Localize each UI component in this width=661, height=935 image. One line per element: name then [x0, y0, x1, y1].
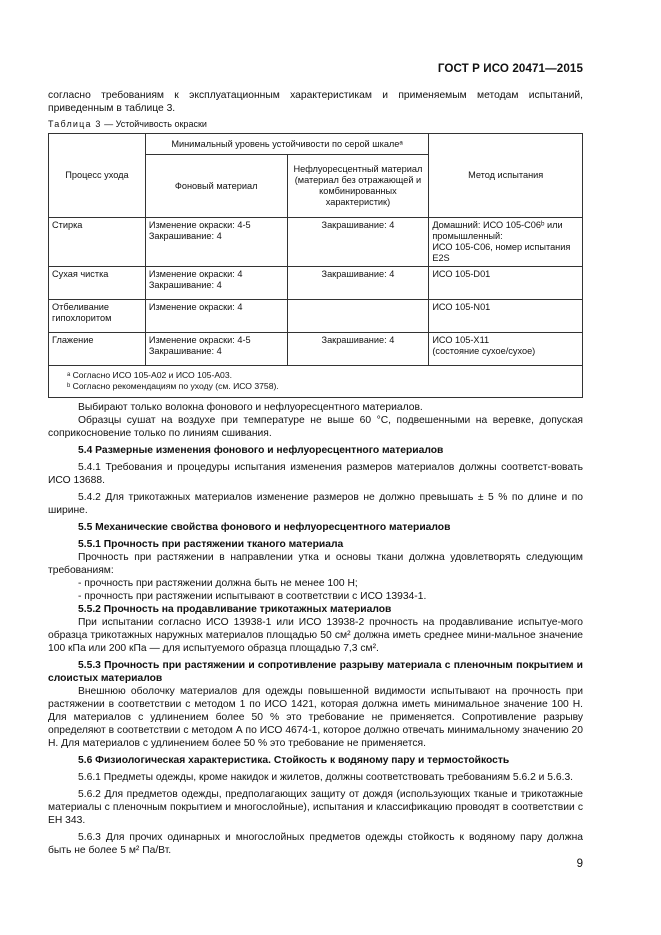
footnote-b: ᵇ Согласно рекомендациям по уходу (см. ИСО 3758).: [67, 381, 279, 391]
cell-line: Изменение окраски: 4: [148, 302, 243, 312]
cell-line: Домашний: ИСО 105-С06ᵇ или промышленный:: [432, 220, 563, 241]
cell-background: [145, 333, 287, 366]
col-header-method: Метод испытания: [429, 134, 583, 218]
paragraph: 5.6.1 Предметы одежды, кроме накидок и жилетов, должны соответствовать требованиям 5.6.2 и 5.6.3.: [78, 772, 574, 783]
cell-method: [429, 218, 583, 267]
page-number: 9: [576, 858, 583, 870]
cell-line: Закрашивание: 4: [148, 346, 222, 356]
paragraph: Выбирают только волокна фонового и нефлуоресцентного материалов.: [78, 402, 423, 413]
table-caption-label: Таблица 3: [48, 119, 102, 129]
cell-line: Изменение окраски: 4: [148, 269, 243, 279]
cell-background: [145, 218, 287, 267]
page-content: [48, 89, 583, 857]
col-header-min-level: Минимальный уровень устойчивости по серой шкалеᵃ: [145, 134, 428, 155]
cell-nonfluorescent: Закрашивание: 4: [287, 333, 429, 366]
standard-header: ГОСТ Р ИСО 20471—2015: [437, 62, 583, 75]
paragraph: Прочность при растяжении в направлении утка и основы ткани должна удовлетворять следующим требованиям:: [48, 552, 583, 576]
subsection-heading-5-5-3: 5.5.3 Прочность при растяжении и сопротивление разрыву материала с пленочным покрытием и слоистых материалов: [48, 660, 583, 684]
section-heading-5-6: 5.6 Физиологическая характеристика. Стойкость к водяному пару и термостойкость: [78, 755, 510, 766]
section-heading-5-4: 5.4 Размерные изменения фонового и нефлуоресцентного материалов: [78, 445, 444, 456]
paragraph: Образцы сушат на воздухе при температуре не выше 60 °С, подвешенными на веревке, допуская соприкосновение только по линиям сшивания.: [48, 415, 583, 439]
paragraph: 5.6.3 Для прочих одинарных и многослойных предметов одежды стойкость к водяному пару должна быть не более 5 м² Па/Вт.: [48, 832, 583, 856]
cell-line: ИСО 105-С06, номер испытания E2S: [432, 242, 571, 263]
cell-line: Закрашивание: 4: [148, 231, 222, 241]
cell-background: [145, 267, 287, 300]
cell-nonfluorescent: [287, 300, 429, 333]
section-heading-5-5: 5.5 Механические свойства фонового и нефлуоресцентного материалов: [78, 522, 451, 533]
paragraph: 5.6.2 Для предметов одежды, предполагающих защиту от дождя (использующих тканые и трикотажные материалы с пленочным покрытием и многослойные), испытания и классификацию проводят в соответствии с ЕН 343.: [48, 789, 583, 826]
table-caption: [48, 118, 583, 131]
cell-method: [429, 300, 583, 333]
footnote-a: ᵃ Согласно ИСО 105-А02 и ИСО 105-А03.: [67, 370, 232, 380]
cell-process: Глажение: [49, 333, 146, 366]
cell-nonfluorescent: Закрашивание: 4: [287, 218, 429, 267]
cell-method: [429, 267, 583, 300]
table-caption-title: — Устойчивость окраски: [101, 119, 207, 129]
paragraph: При испытании согласно ИСО 13938-1 или ИСО 13938-2 прочность на продавливание испытуе-мого образца трикотажных наружных материалов площадью 50 см² должна иметь среднее мини-мальное значение 100 кПа или 200 кПа — для испытуемого образца площадью 7,3 см².: [48, 617, 583, 654]
intro-paragraph: согласно требованиям к эксплуатационным характеристикам и применяемым методам испытаний, приведенным в таблице 3.: [48, 90, 583, 114]
cell-nonfluorescent: Закрашивание: 4: [287, 267, 429, 300]
cell-method: [429, 333, 583, 366]
cell-line: ИСО 105-N01: [432, 302, 491, 312]
cell-process: Отбеливание гипохлоритом: [49, 300, 146, 333]
cell-line: (состояние сухое/сухое): [432, 346, 536, 356]
cell-line: Закрашивание: 4: [148, 280, 222, 290]
col-header-process: Процесс ухода: [49, 134, 146, 218]
cell-process: Сухая чистка: [49, 267, 146, 300]
cell-line: ИСО 105-D01: [432, 269, 491, 279]
cell-process: Стирка: [49, 218, 146, 267]
table-row: [49, 333, 583, 366]
subsection-heading-5-5-1: 5.5.1 Прочность при растяжении тканого материала: [78, 539, 344, 550]
col-header-nonfluorescent: Нефлуоресцентный материал (материал без отражающей и комбинированных характеристик): [287, 155, 429, 218]
subsection-heading-5-5-2: 5.5.2 Прочность на продавливание трикотажных материалов: [78, 604, 392, 615]
cell-line: ИСО 105-Х11: [432, 335, 490, 345]
colorfastness-table: [48, 133, 583, 398]
table-row: [49, 267, 583, 300]
list-item: - прочность при растяжении испытывают в соответствии с ИСО 13934-1.: [78, 591, 427, 602]
paragraph: Внешнюю оболочку материалов для одежды повышенной видимости испытывают на прочность при растяжении в соответствии с методом 1 по ИСО 1421, которая должна иметь минимальное значение 100 Н. Для материалов с удлинением более 50 % это требование не применяется. Сопротивление разрыву определяют в соответствии с методом А по ИСО 4674-1, которое должно отвечать минимальному значению 20 Н. Для материалов с удлинением более 50 % это требование не применяется.: [48, 686, 583, 749]
paragraph: 5.4.2 Для трикотажных материалов изменение размеров не должно превышать ± 5 % по длине и по ширине.: [48, 492, 583, 516]
cell-background: [145, 300, 287, 333]
paragraph: 5.4.1 Требования и процедуры испытания изменения размеров материалов должны соответст-вовать ИСО 13688.: [48, 462, 583, 486]
col-header-background: Фоновый материал: [145, 155, 287, 218]
list-item: - прочность при растяжении должна быть не менее 100 Н;: [78, 578, 358, 589]
table-row: [49, 218, 583, 267]
table-footnotes: [49, 366, 583, 398]
table-row: [49, 300, 583, 333]
cell-line: Изменение окраски: 4-5: [148, 220, 251, 230]
cell-line: Изменение окраски: 4-5: [148, 335, 251, 345]
